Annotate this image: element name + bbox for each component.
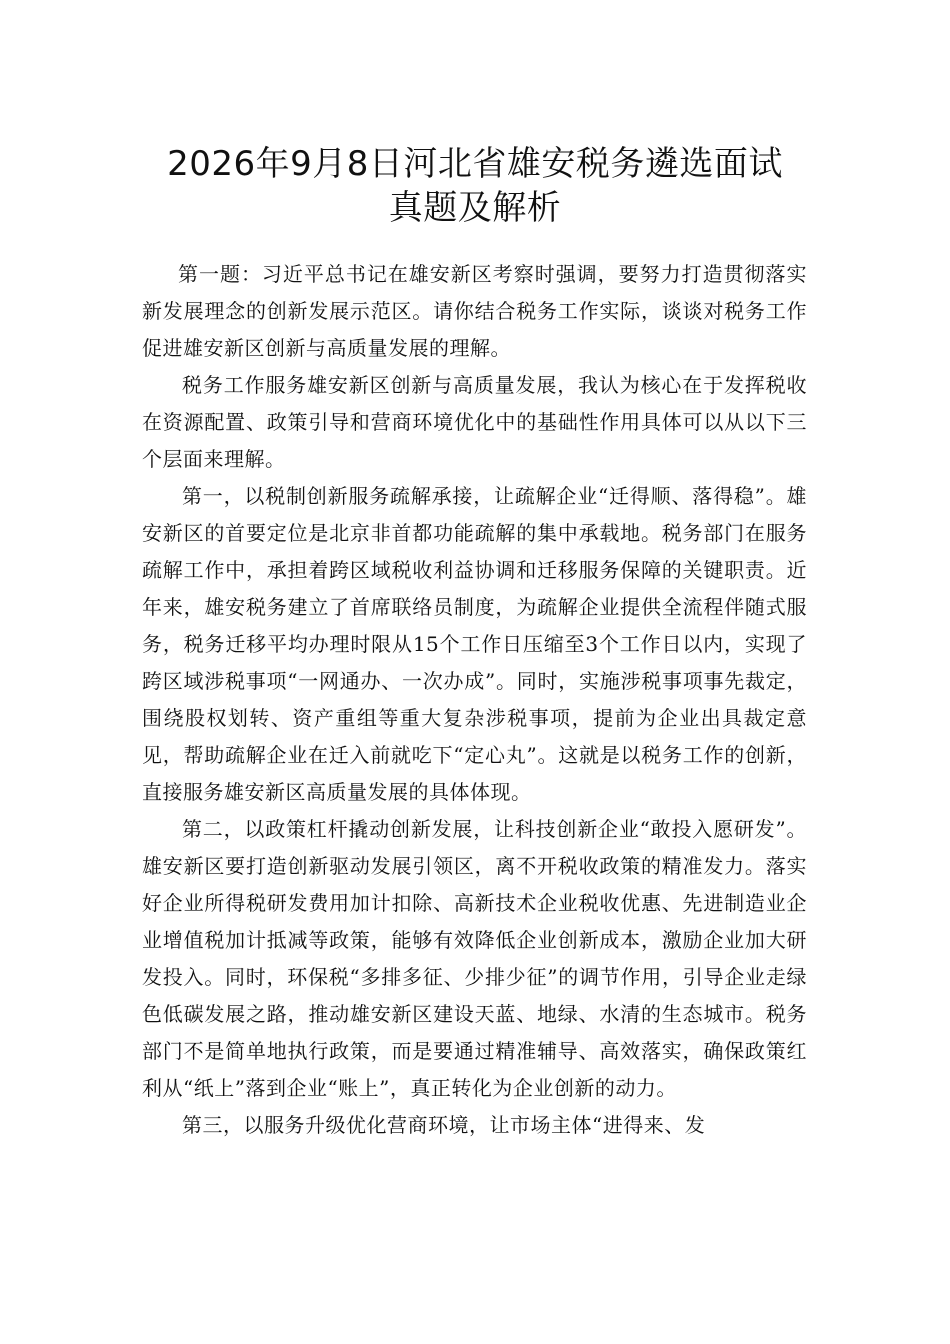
document-body	[142, 256, 807, 1144]
answer-intro-paragraph: 税务工作服务雄安新区创新与高质量发展，我认为核心在于发挥税收在资源配置、政策引导和营商环境优化中的基础性作用具体可以从以下三个层面来理解。	[142, 373, 807, 471]
document-title-line-2: 真题及解析	[388, 188, 562, 228]
question-paragraph: 第一题：习近平总书记在雄安新区考察时强调，要努力打造贯彻落实新发展理念的创新发展示范区。请你结合税务工作实际，谈谈对税务工作促进雄安新区创新与高质量发展的理解。	[142, 262, 807, 360]
point-three-paragraph: 第三，以服务升级优化营商环境，让市场主体“进得来、发	[182, 1113, 706, 1137]
point-one-paragraph: 第一，以税制创新服务疏解承接，让疏解企业“迁得顺、落得稳”。雄安新区的首要定位是北京非首都功能疏解的集中承载地。税务部门在服务疏解工作中，承担着跨区域税收利益协调和迁移服务保障的关键职责。近年来，雄安税务建立了首席联络员制度，为疏解企业提供全流程伴随式服务，税务迁移平均办理时限从15个工作日压缩至3个工作日以内，实现了跨区域涉税事项“一网通办、一次办成”。同时，实施涉税事项事先裁定，围绕股权划转、资产重组等重大复杂涉税事项，提前为企业出具裁定意见，帮助疏解企业在迁入前就吃下“定心丸”。这就是以税务工作的创新，直接服务雄安新区高质量发展的具体体现。	[142, 484, 807, 804]
document-title-line-1: 2026年9月8日河北省雄安税务遴选面试	[167, 144, 783, 184]
point-two-paragraph: 第二，以政策杠杆撬动创新发展，让科技创新企业“敢投入愿研发”。雄安新区要打造创新驱动发展引领区，离不开税收政策的精准发力。落实好企业所得税研发费用加计扣除、高新技术企业税收优惠、先进制造业企业增值税加计抵减等政策，能够有效降低企业创新成本，激励企业加大研发投入。同时，环保税“多排多征、少排少征”的调节作用，引导企业走绿色低碳发展之路，推动雄安新区建设天蓝、地绿、水清的生态城市。税务部门不是简单地执行政策，而是要通过精准辅导、高效落实，确保政策红利从“纸上”落到企业“账上”，真正转化为企业创新的动力。	[142, 817, 807, 1100]
document-title	[100, 142, 850, 230]
